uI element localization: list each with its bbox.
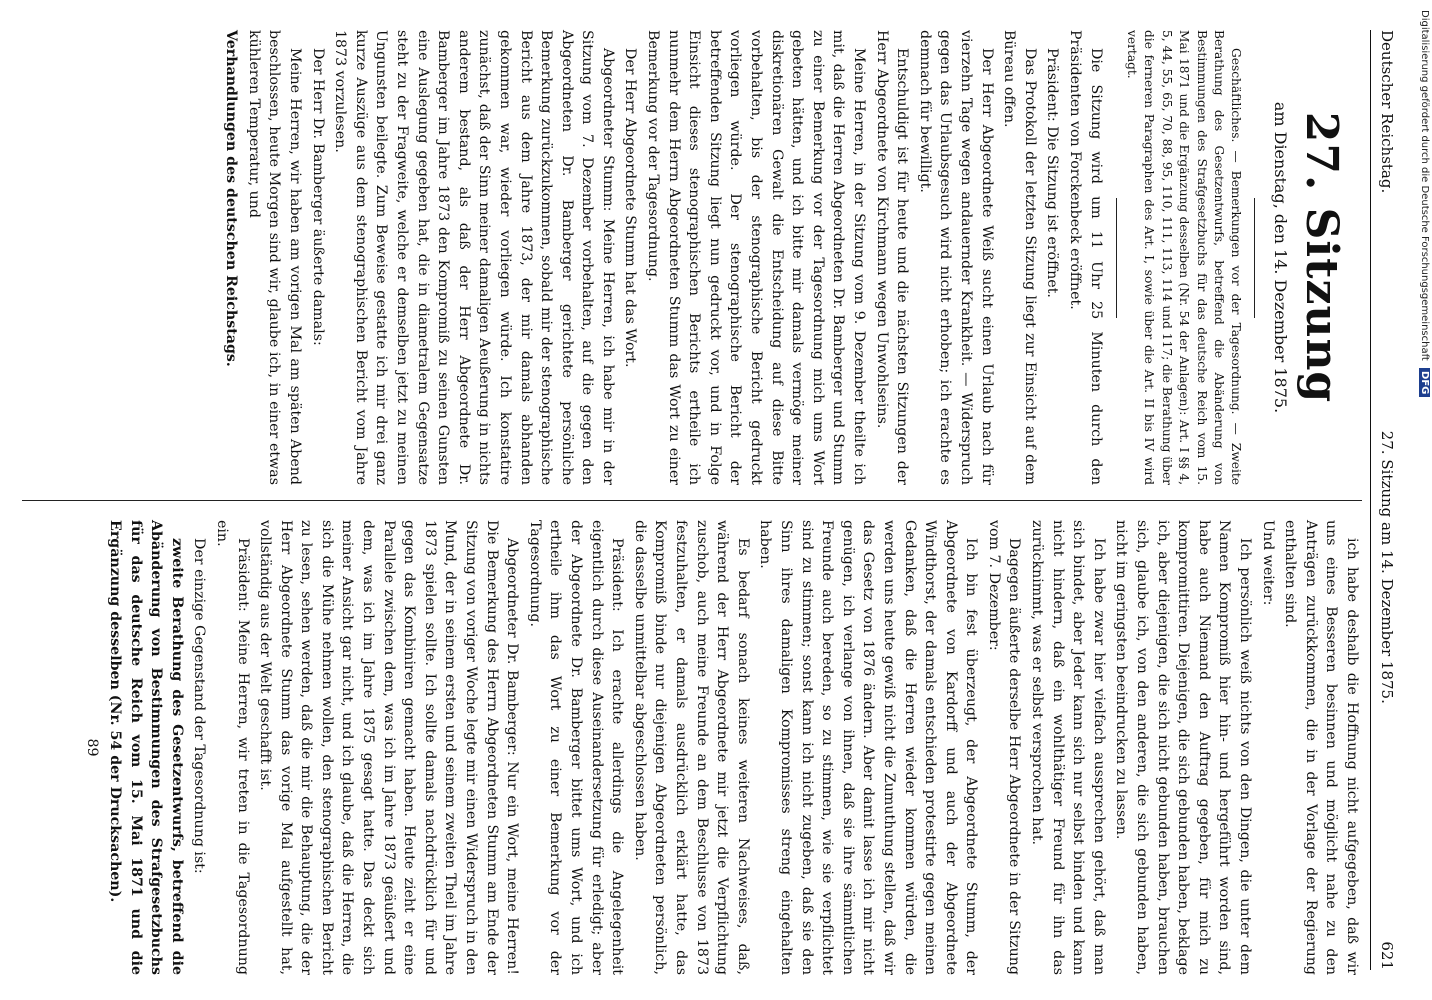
paragraph: Abgeordneter Dr. Bamberger: Nur ein Wort, meine Herren! Die Bemerkung des Herrn Abgeordneten Stumm am Ende der Sitzung von voriger Woche legte mir einen Widerspruch in den Mund, der in seinem ersten und seinem zweiten Theil im Jahre 1873 spielen sollte. Ich sollte damals nachdrücklich für und gegen das Kombiniren gemacht haben. Heute zieht er eine Parallele zwischen dem, was ich im Jahre 1873 geäußert und dem, was ich im Jahre 1875 gesagt hatte. Das deckt sich meiner Ansicht gar nicht, und ich glaube, daß die Herren, die sich die Mühe nehmen wollen, den stenographischen Bericht zu lesen, sehen werden, daß die mir die Behauptung, die der Herr Abgeordnete Stumm das vorige Mal aufgestellt hat, vollständig aus der Welt geschafft ist. [257,520,521,975]
dfg-logo: DFG [1419,368,1430,397]
digitization-note-text: Digitalisierung gefördert durch die Deutsche Forschungsgemeinschaft [1419,10,1430,361]
paragraph: Ich habe zwar hier vielfach aussprechen gehört, daß man sich bindet, aber Jeder kann sich nur selbst binden und kann nicht hindern, daß ein wohlthätiger Freund für ihn das zurücknimmt, was er selbst versprochen hat. [1029,520,1107,975]
header-title: Deutscher Reichstag. [1378,30,1396,194]
paragraph: Der einzige Gegenstand der Tagesordnung ist: [191,538,208,874]
paragraph: Präsident: Die Sitzung ist eröffnet. [1044,48,1061,298]
rotated-page-content [10,0,1410,1000]
session-title: 27. Sitzung [1296,111,1347,404]
paragraph: Meine Herren, wir haben am vorigen Mal am späten Abend beschlossen, heute Morgen sind wir, glaube ich, in einer etwas kühleren Temperatur, und [245,30,303,485]
page-footer: Verhandlungen des deutschen Reichstags. [223,30,240,367]
column-divider [22,500,1362,501]
signature-mark: 89 [84,738,101,757]
paragraph: Der Herr Dr. Bamberger äußerte damals: [309,48,326,346]
digitization-note [1416,10,1430,710]
paragraph: Meine Herren, in der Sitzung vom 9. Dezember theilte ich mit, daß die Herren Abgeordneten Dr. Bamberger und Stumm zu einer Bemerkung vor der Tagesordnung mich ums Wort gebeten hätten, und ich bitte mir damals vermöge meiner diskretionären Gewalt die Entscheidung auf diese Bitte vorbehalten, bis der stenographische Bericht gedruckt vorliegen würde. Der stenographische Bericht der betreffenden Sitzung liegt nun gedruckt vor, und in Folge Einsicht dieses stenographischen Berichts ertheile ich nunmehr dem Herrn Abgeordneten Stumm das Wort zu einer Bemerkung vor der Tagesordnung. [645,30,868,485]
paragraph: Das Protokoll der letzten Sitzung liegt zur Einsicht auf dem Büreau offen. [1001,30,1038,485]
agenda-item: zweite Berathung des Gesetzentwurfs, betreffend die Abänderung von Bestimmungen des Strafgesetzbuchs für das deutsche Reich vom 15. Mai 1871 und die Ergänzung desselben (Nr. 54 der Drucksachen). [106,520,185,975]
header-session: 27. Sitzung am 14. Dezember 1875. [1378,430,1396,704]
paragraph: Und weiter: [1259,520,1276,606]
paragraph: Ich persönlich weiß nichts von den Dingen, die unter dem Namen Kompromiß hier hin- und hergeführt worden sind, habe auch Niemand den Auftrag gegeben, für mich zu kompromittiren. Diejenigen, die sich gebunden haben, beklage ich, aber diejenigen, die sich nicht gebunden haben, brauchen sich, glaube ich, von den anderen, die sich gebunden haben, nicht im geringsten beeindrucken zu lassen. [1113,520,1254,975]
paragraph: Abgeordneter Stumm: Meine Herren, ich habe mir in der Sitzung vom 7. Dezember vorbehalten, auf die gegen den Abgeordneten Dr. Bamberger gerichtete persönliche Bemerkung zurückzukommen, sobald mir der stenographische Bericht aus dem Jahre 1873, der mir damals abhanden gekommen war, wieder vorliegen würde. Ich konstatire zunächst, daß der Sinn meiner damaligen Aeußerung in nichts anderem bestand, als daß der Herr Abgeordnete Dr. Bamberger im Jahre 1873 den Kompromiß zu seinen Gunsten eine Auslegung gegeben hat, die in diametralem Gegensatze steht zu der Fragweite, welche er demselben jetzt zu meinen Ungunsten beilegte. Zum Beweise gestatte ich mir drei ganz kurze Auszüge aus dem stenographischen Bericht vom Jahre 1873 vorzulesen. [332,30,616,485]
paragraph: Dagegen äußerte derselbe Herr Abgeordnete in der Sitzung vom 7. Dezember: [985,520,1023,975]
paragraph: Es bedarf sonach keines weiteren Nachweises, daß, während der Herr Abgeordnete mir jetzt die Verpflichtung zuschob, auch meine Freunde an dem Beschlusse von 1873 festzuhalten, er damals ausdrücklich erklärt hatte, das Kompromiß binde nur diejenigen Abgeordneten persönlich, die dasselbe unmittelbar abgeschlossen haben. [631,520,751,975]
paragraph: ich habe deshalb die Hoffnung nicht aufgegeben, daß wir uns eines Besseren besinnen und möglicht nahe zu den Anträgen zurückkommen, die in der Vorlage der Regierung enthalten sind. [1282,520,1360,975]
paragraph: Die Sitzung wird um 11 Uhr 25 Minuten durch den Präsidenten von Forckenbeck eröffnet. [1066,30,1104,485]
left-column [219,30,1348,485]
paragraph: Der Herr Abgeordnete Stumm hat das Wort. [622,48,639,368]
paragraph: Der Herr Abgeordnete Weiß sucht einen Urlaub nach für vierzehn Tage wegen andauernder Krankheit. — Widerspruch gegen das Urlaubsgesuch wird nicht erhoben; ich erachte es demnach für bewilligt. [916,30,995,485]
title-rule [1254,198,1255,318]
paragraph: Präsident: Ich erachte allerdings die Angelegenheit eigentlich durch diese Auseinandersetzung für erledigt; aber der Abgeordnete Dr. Bamberger bittet ums Wort, und ich ertheile ihm das Wort zu einer Bemerkung vor der Tagesordnung. [526,520,626,975]
page-header [1370,30,1396,970]
paragraph: Entschuldigt ist für heute und die nächsten Sitzungen der Herr Abgeordnete von Kirchmann wegen Unwohlseins. [873,30,911,485]
paragraph: Präsident: Meine Herren, wir treten in die Tagesordnung ein. [213,520,251,975]
right-column [80,520,1362,975]
page-number: 621 [1378,941,1396,970]
session-summary: Geschäftliches. — Bemerkungen vor der Tagesordnung. — Zweite Berathung des Gesetzentwurfs, betreffend die Abänderung von Bestimmungen des Strafgesetzbuchs für das deutsche Reich vom 15. Mai 1871 und die Ergänzung desselben (Nr. 54 der Anlagen): Art. I §§ 4, 5, 44, 55, 65, 70, 88, 95, 110, 111, 113, 114 und 117; die Berathung über die ferneren Paragraphen des Art. I, sowie über die Art. II bis IV wird vertagt. [1124,30,1244,485]
session-date: am Dienstag, den 14. Dezember 1875. [1271,101,1290,414]
digitization-note-text-wrap [1419,10,1430,710]
summary-rule [1116,198,1117,318]
paragraph: Ich bin fest überzeugt, der Abgeordnete Stumm, der Abgeordnete von Kardorff und auch der Abgeordnete Windthorst, der damals entschieden protestirte gegen meinen Gedanken, daß die Herren wieder kommen würden, die werden uns heute gewiß nicht die Zumuthung stellen, daß wir das Gesetz von 1876 ändern. Aber damit lasse ich mir nicht genügen, ich verlange von ihnen, daß sie ihre sämmtlichen Freunde auch bereden, so zu stimmen, wie sie verpflichtet sind zu stimmen; sonst kann ich nicht zugeben, daß sie den Sinn ihres damaligen Kompromisses streng eingehalten haben. [757,520,980,975]
